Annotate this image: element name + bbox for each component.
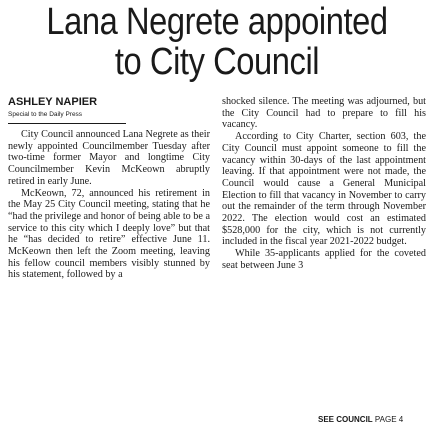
article-column-right [222,96,426,272]
continuation-reference[interactable] [318,415,403,425]
article-paragraph: While 35-applicants applied for the coveted seat between June 3 [222,248,426,271]
continuation-label: SEE COUNCIL [318,415,373,424]
byline-credit: Special to the Daily Press [8,111,83,118]
headline-line-1: Lana Negrete appointed [46,1,388,43]
article-paragraph: According to City Charter, section 603, the City Council must appoint someone to fill the vacancy within 30-days of the last appointment leaving. If that appointment were not made, the Council would cause a General Municipal Election to fill that vacancy in November to carry out the remainder of the term through November 2022. The election would cost an estimated $528,000 for the city, which is not currently included in the fiscal year 2021-2022 budget. [222,131,426,248]
article-column-left [8,96,210,281]
article-paragraph: shocked silence. The meeting was adjourned, but the City Council had to prepare to fill his vacancy. [222,96,426,131]
headline-line-2: to City Council [114,41,320,83]
byline-author: ASHLEY NAPIER [8,96,98,108]
continuation-page: PAGE 4 [374,415,404,424]
article-paragraph: McKeown, 72, announced his retirement in the May 25 City Council meeting, stating that he “had the privilege and honor of being able to be a service to this city which I deeply love” but that he “has decided to retire” effective June 11. McKeown then left the Zoom meeting, leaving his fellow council members visibly stunned by his statement, followed by a [8,187,210,281]
byline-divider [8,123,126,124]
headline [30,2,403,82]
article-paragraph: City Council announced Lana Negrete as their newly appointed Councilmember Tuesday after two-time former Mayor and longtime City Councilmember Kevin McKeown abruptly retired in early June. [8,129,210,187]
